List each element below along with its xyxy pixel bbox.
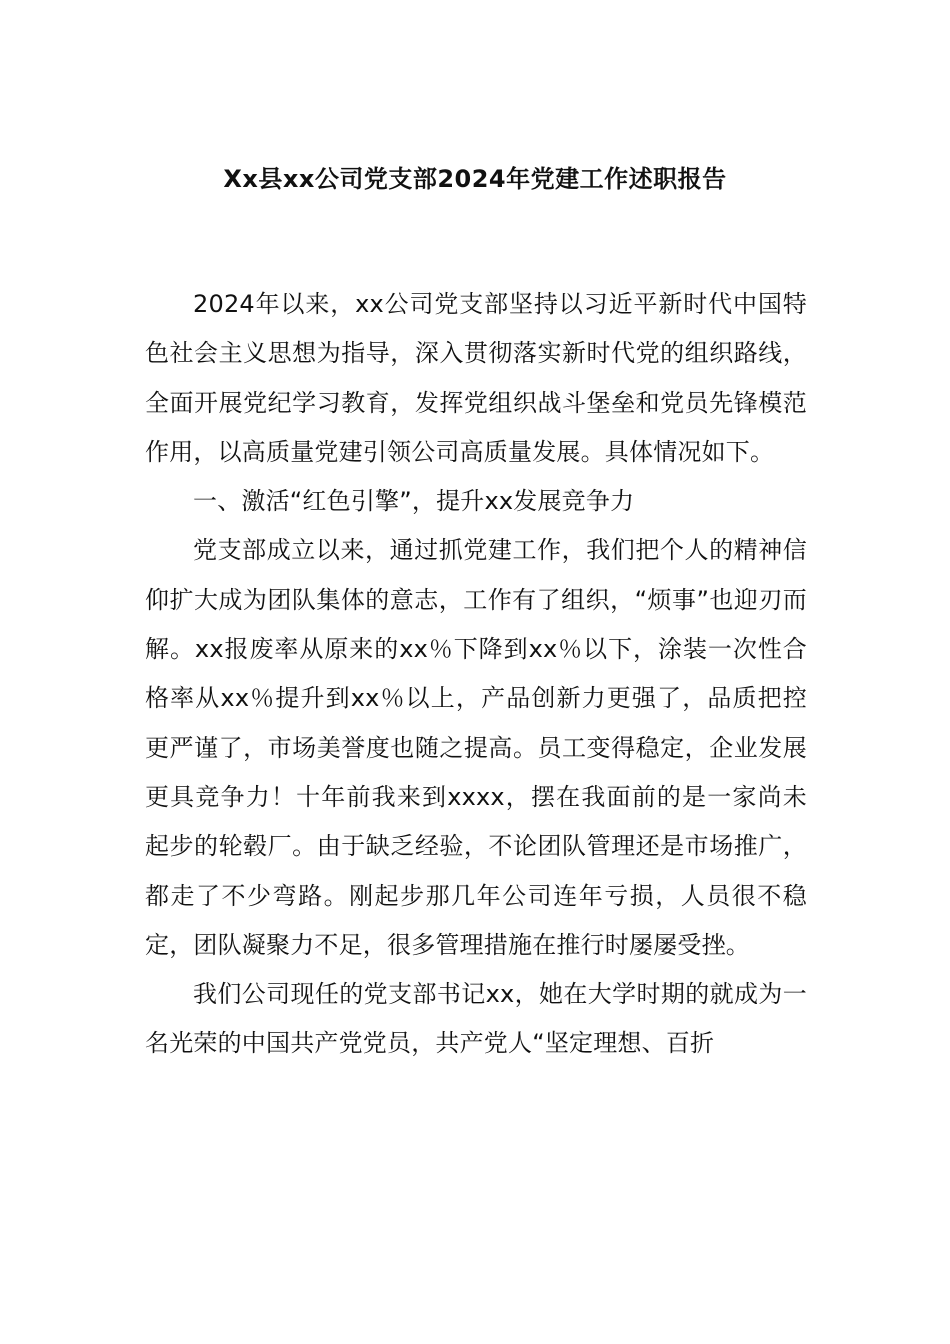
section-heading-1: 一、激活“红色引擎”，提升xx发展竞争力 bbox=[193, 487, 635, 516]
document-body bbox=[145, 280, 807, 1069]
body-paragraph: 我们公司现任的党支部书记xx，她在大学时期的就成为一名光荣的中国共产党党员，共产党人“坚定理想、百折 bbox=[145, 980, 807, 1058]
document-title: Xx县xx公司党支部2024年党建工作述职报告 bbox=[223, 165, 727, 193]
intro-paragraph: 2024年以来，xx公司党支部坚持以习近平新时代中国特色社会主义思想为指导，深入贯彻落实新时代党的组织路线，全面开展党纪学习教育，发挥党组织战斗堡垒和党员先锋模范作用，以高质量党建引领公司高质量发展。具体情况如下。 bbox=[145, 290, 807, 466]
body-paragraph: 党支部成立以来，通过抓党建工作，我们把个人的精神信仰扩大成为团队集体的意志，工作有了组织，“烦事”也迎刃而解。xx报废率从原来的xx％下降到xx％以下，涂装一次性合格率从xx％提升到xx％以上，产品创新力更强了，品质把控更严谨了，市场美誉度也随之提高。员工变得稳定，企业发展更具竞争力！十年前我来到xxxx，摆在我面前的是一家尚未起步的轮毂厂。由于缺乏经验，不论团队管理还是市场推广，都走了不少弯路。刚起步那几年公司连年亏损，人员很不稳定，团队凝聚力不足，很多管理措施在推行时屡屡受挫。 bbox=[145, 536, 807, 959]
